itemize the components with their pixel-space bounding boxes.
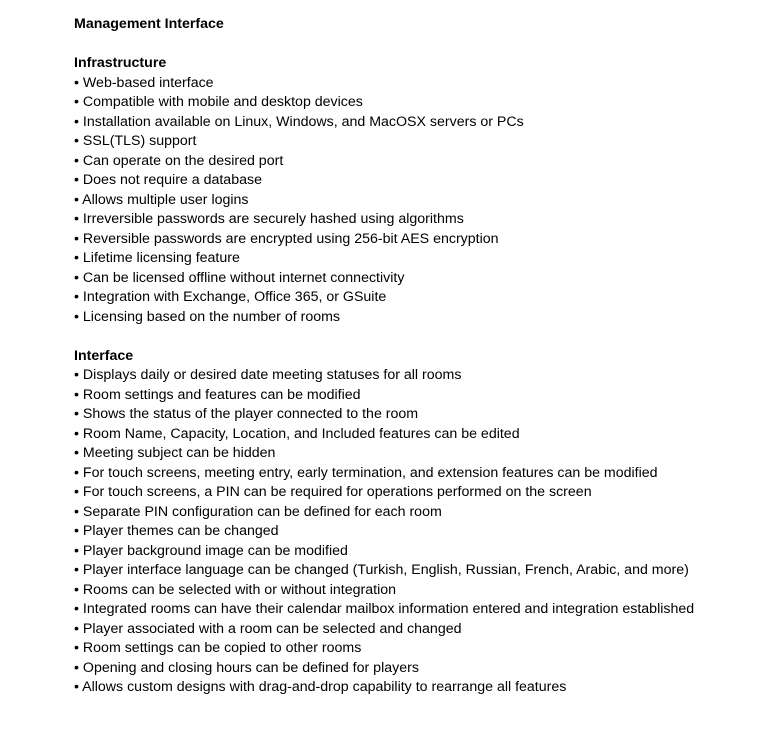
list-item (74, 659, 754, 679)
list-item-text: Lifetime licensing feature (82, 250, 240, 266)
list-item-text: Room settings and features can be modified (82, 386, 361, 403)
list-item-text: Player themes can be changed (82, 523, 279, 539)
list-item (74, 74, 754, 94)
bullet-icon: • (74, 640, 79, 656)
bullet-icon: • (74, 581, 79, 598)
list-item-text: Web-based interface (82, 74, 214, 91)
list-item (74, 152, 754, 172)
list-item (74, 210, 754, 230)
interface-list (74, 366, 754, 698)
list-item (74, 581, 754, 601)
list-item (74, 483, 754, 503)
bullet-icon: • (74, 484, 79, 500)
list-item-text: Shows the status of the player connected to the room (82, 406, 419, 422)
list-item-text: Meeting subject can be hidden (82, 445, 276, 461)
list-item (74, 132, 754, 152)
list-item (74, 620, 754, 640)
section-interface (74, 347, 754, 698)
document-title: Management Interface (74, 16, 224, 32)
bullet-icon: • (74, 367, 79, 383)
list-item-text: Installation available on Linux, Windows, and MacOSX servers or PCs (82, 113, 524, 130)
bullet-icon: • (74, 425, 79, 442)
bullet-icon: • (74, 133, 79, 149)
list-item (74, 503, 754, 523)
list-item-text: Opening and closing hours can be defined for players (82, 659, 419, 676)
list-item (74, 171, 754, 191)
list-item-text: Compatible with mobile and desktop devices (82, 94, 363, 110)
list-item-text: Can operate on the desired port (82, 152, 284, 169)
list-item (74, 600, 754, 620)
list-item-text: Room Name, Capacity, Location, and Included features can be edited (82, 425, 520, 442)
list-item (74, 269, 754, 289)
bullet-icon: • (74, 445, 79, 461)
list-item (74, 464, 754, 484)
bullet-icon: • (74, 659, 79, 676)
bullet-icon: • (74, 679, 79, 695)
list-item (74, 405, 754, 425)
bullet-icon: • (74, 562, 79, 578)
bullet-icon: • (74, 308, 79, 325)
list-item (74, 230, 754, 250)
list-item-text: SSL(TLS) support (82, 133, 197, 149)
list-item-text: For touch screens, meeting entry, early termination, and extension features can be modified (82, 464, 658, 481)
list-item (74, 542, 754, 562)
list-item-text: Player associated with a room can be selected and changed (82, 620, 462, 637)
bullet-icon: • (74, 464, 79, 481)
spacer (74, 35, 754, 55)
document-page (74, 15, 754, 698)
bullet-icon: • (74, 211, 79, 227)
bullet-icon: • (74, 152, 79, 169)
list-item-text: Reversible passwords are encrypted using 256-bit AES encryption (82, 230, 499, 247)
bullet-icon: • (74, 230, 79, 247)
section-infrastructure (74, 54, 754, 327)
bullet-icon: • (74, 406, 79, 422)
bullet-icon: • (74, 74, 79, 91)
bullet-icon: • (74, 386, 79, 403)
spacer (74, 327, 754, 347)
list-item (74, 639, 754, 659)
list-item (74, 678, 754, 698)
list-item-text: Does not require a database (82, 172, 262, 188)
bullet-icon: • (74, 601, 79, 617)
infrastructure-list (74, 74, 754, 328)
bullet-icon: • (74, 250, 79, 266)
list-item (74, 425, 754, 445)
bullet-icon: • (74, 503, 79, 520)
bullet-icon: • (74, 172, 79, 188)
list-item-text: Displays daily or desired date meeting statuses for all rooms (82, 367, 462, 383)
list-item-text: For touch screens, a PIN can be required for operations performed on the screen (82, 484, 592, 500)
list-item (74, 288, 754, 308)
list-item-text: Integrated rooms can have their calendar mailbox information entered and integration established (82, 601, 695, 617)
bullet-icon: • (74, 269, 79, 286)
list-item-text: Player background image can be modified (82, 542, 348, 559)
bullet-icon: • (74, 94, 79, 110)
list-item-text: Rooms can be selected with or without integration (82, 581, 397, 598)
list-item-text: Room settings can be copied to other rooms (82, 640, 362, 656)
list-item-text: Separate PIN configuration can be defined for each room (82, 503, 442, 520)
bullet-icon: • (74, 191, 79, 208)
bullet-icon: • (74, 523, 79, 539)
list-item (74, 191, 754, 211)
bullet-icon: • (74, 542, 79, 559)
list-item (74, 386, 754, 406)
bullet-icon: • (74, 289, 79, 305)
list-item (74, 561, 754, 581)
list-item (74, 93, 754, 113)
list-item-text: Allows custom designs with drag-and-drop capability to rearrange all features (82, 679, 567, 695)
list-item-text: Player interface language can be changed (Turkish, English, Russian, French, Arabic, and more) (82, 562, 689, 578)
bullet-icon: • (74, 113, 79, 130)
section-heading-interface: Interface (74, 347, 134, 364)
list-item (74, 444, 754, 464)
section-heading-infrastructure: Infrastructure (74, 55, 167, 71)
list-item (74, 249, 754, 269)
list-item-text: Can be licensed offline without internet connectivity (82, 269, 405, 286)
list-item (74, 113, 754, 133)
list-item-text: Licensing based on the number of rooms (82, 308, 341, 325)
list-item (74, 522, 754, 542)
bullet-icon: • (74, 620, 79, 637)
list-item-text: Allows multiple user logins (82, 191, 249, 208)
list-item (74, 366, 754, 386)
list-item-text: Integration with Exchange, Office 365, or GSuite (82, 289, 387, 305)
list-item (74, 308, 754, 328)
list-item-text: Irreversible passwords are securely hashed using algorithms (82, 211, 464, 227)
